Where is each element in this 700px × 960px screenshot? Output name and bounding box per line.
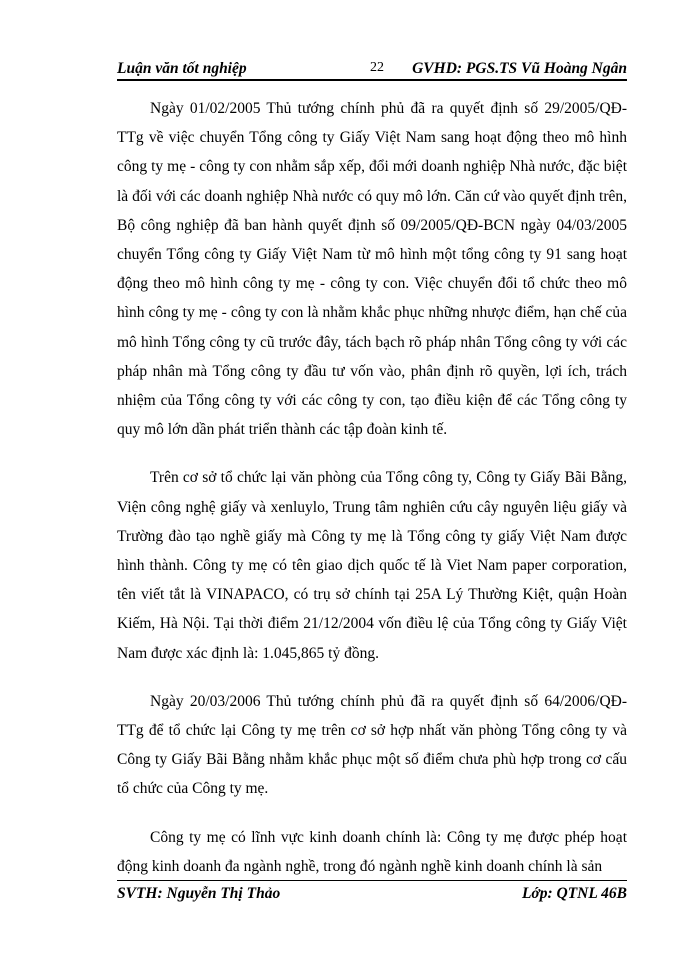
class-code: Lớp: QTNL 46B (521, 885, 627, 902)
header-rule (117, 79, 627, 81)
document-body (117, 94, 627, 900)
supervisor-name: GVHD: PGS.TS Vũ Hoàng Ngân (412, 60, 627, 77)
paragraph-3: Ngày 20/03/2006 Thủ tướng chính phủ đã ra quyết định số 64/2006/QĐ-TTg để tổ chức lại Công ty mẹ trên cơ sở hợp nhất văn phòng Tổng công ty và Công ty Giấy Bãi Bằng nhằm khắc phục một số điểm chưa phù hợp trong cơ cấu tổ chức của Công ty mẹ. (117, 692, 627, 798)
page-number: 22 (370, 60, 384, 75)
page-header (117, 58, 627, 80)
paragraph-1: Ngày 01/02/2005 Thủ tướng chính phủ đã ra quyết định số 29/2005/QĐ-TTg về việc chuyển Tổng công ty Giấy Việt Nam sang hoạt động theo mô hình công ty mẹ - công ty con nhằm sắp xếp, đổi mới doanh nghiệp Nhà nước, đặc biệt là đối với các doanh nghiệp Nhà nước có quy mô lớn. Căn cứ vào quyết định trên, Bộ công nghiệp đã ban hành quyết định số 09/2005/QĐ-BCN ngày 04/03/2005 chuyển Tổng công ty Giấy Việt Nam từ mô hình một tổng công ty 91 sang hoạt động theo mô hình công ty mẹ - công ty con. Việc chuyển đổi tổ chức theo mô hình công ty mẹ - công ty con là nhằm khắc phục những nhược điểm, hạn chế của mô hình Tổng công ty cũ trước đây, tách bạch rõ pháp nhân Tổng công ty với các pháp nhân mà Tổng công ty đầu tư vốn vào, phân định rõ quyền, lợi ích, trách nhiệm của Tổng công ty với các công ty con, tạo điều kiện để các Tổng công ty quy mô lớn dần phát triển thành các tập đoàn kinh tế. (117, 100, 627, 439)
paragraph-2: Trên cơ sở tổ chức lại văn phòng của Tổng công ty, Công ty Giấy Bãi Bằng, Viện công nghệ giấy và xenluylo, Trung tâm nghiên cứu cây nguyên liệu giấy và Trường đào tạo nghề giấy mà Công ty mẹ là Tổng công ty giấy Việt Nam được hình thành. Công ty mẹ có tên giao dịch quốc tế là Viet Nam paper corporation, tên viết tắt là VINAPACO, có trụ sở chính tại 25A Lý Thường Kiệt, quận Hoàn Kiếm, Hà Nội. Tại thời điểm 21/12/2004 vốn điều lệ của Tổng công ty Giấy Việt Nam được xác định là: 1.045,865 tỷ đồng. (117, 469, 627, 662)
student-name: SVTH: Nguyễn Thị Thảo (117, 885, 281, 902)
thesis-title: Luận văn tốt nghiệp (117, 60, 247, 77)
paragraph-4: Công ty mẹ có lĩnh vực kinh doanh chính là: Công ty mẹ được phép hoạt động kinh doanh đa ngành nghề, trong đó ngành nghề kinh doanh chính là sản (117, 828, 627, 875)
footer-rule (117, 880, 627, 881)
